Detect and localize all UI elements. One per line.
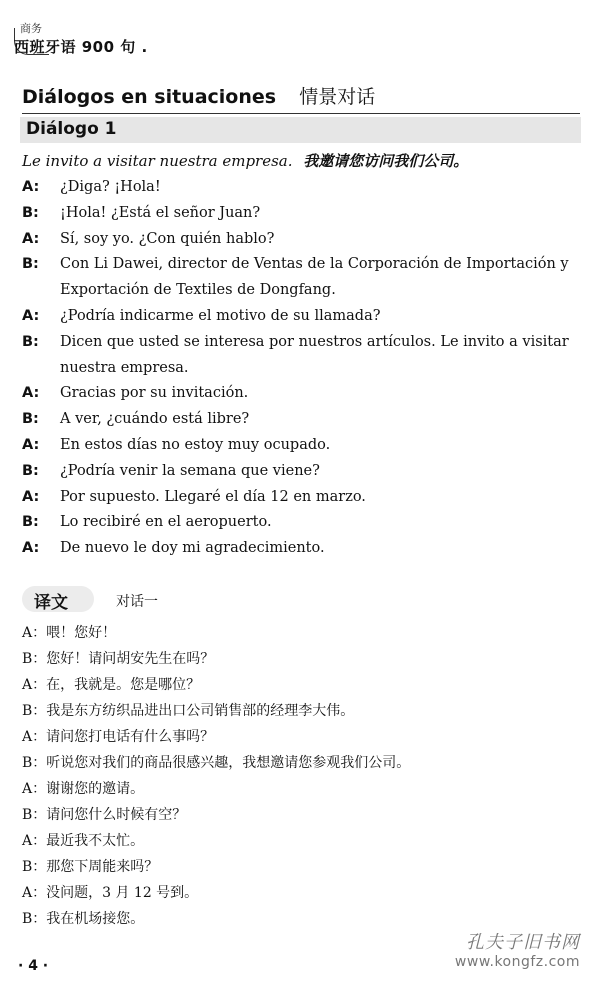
dialog-line xyxy=(22,536,582,562)
translation-line: B：您好！请问胡安先生在吗？ xyxy=(22,651,215,667)
page-number: · 4 · xyxy=(18,958,49,974)
dialog-line xyxy=(22,330,582,382)
translation-line: A：在，我就是。您是哪位？ xyxy=(22,677,201,693)
speaker-label: A: xyxy=(22,307,40,324)
speaker-label: B: xyxy=(22,256,39,273)
dialog-subtitle-es: Le invito a visitar nuestra empresa. xyxy=(22,152,293,170)
dialog-line xyxy=(22,510,582,536)
dialog-text: Dicen que usted se interesa por nuestros artículos. Le invito a visitar nuestra empresa. xyxy=(60,333,569,376)
dialog-text: ¿Podría indicarme el motivo de su llamada? xyxy=(60,307,381,324)
translation-line: A：谢谢您的邀请。 xyxy=(22,781,145,797)
watermark-url: www.kongfz.com xyxy=(454,954,580,970)
dialog-subtitle-zh: 我邀请您访问我们公司。 xyxy=(303,152,469,170)
dialog-line xyxy=(22,227,582,253)
speaker-label: A: xyxy=(22,436,40,453)
watermark xyxy=(455,928,580,970)
dialog-text: Con Li Dawei, director de Ventas de la Corporación de Importación y Exportación de Textiles de Dongfang. xyxy=(60,256,569,299)
speaker-label: B: xyxy=(22,333,39,350)
dialog-label-bar xyxy=(20,117,581,143)
dialog-line xyxy=(22,201,582,227)
speaker-label: A: xyxy=(22,179,40,195)
dialog-text: ¿Diga? ¡Hola! xyxy=(60,179,161,195)
watermark-cn: 孔夫子旧书网 xyxy=(466,932,580,953)
dialog-text: En estos días no estoy muy ocupado. xyxy=(60,436,331,453)
header-brand: 商务 xyxy=(20,22,42,35)
translation-line: B：那您下周能来吗？ xyxy=(22,859,159,875)
speaker-label: A: xyxy=(22,230,40,247)
speaker-label: A: xyxy=(22,540,40,557)
dialog-line xyxy=(22,407,582,433)
dialog-label: Diálogo 1 xyxy=(26,119,117,139)
dialog-line xyxy=(22,433,582,459)
speaker-label: B: xyxy=(22,462,39,479)
book-header xyxy=(14,22,294,56)
dialog-text: A ver, ¿cuándo está libre? xyxy=(60,411,250,428)
translation-heading xyxy=(22,586,322,614)
translation-subtitle: 对话一 xyxy=(116,594,158,610)
section-title-es: Diálogos en situaciones xyxy=(22,86,277,108)
dialog-text: Lo recibiré en el aeropuerto. xyxy=(60,514,272,531)
dialog-line xyxy=(22,381,582,407)
dialog-line xyxy=(22,459,582,485)
speaker-label: B: xyxy=(22,411,39,428)
dialog-subtitle xyxy=(22,150,580,171)
speaker-label: A: xyxy=(22,488,40,505)
dialog-text: ¡Hola! ¿Está el señor Juan? xyxy=(60,204,261,221)
dialog-text: Sí, soy yo. ¿Con quién hablo? xyxy=(60,230,275,247)
dialog-line xyxy=(22,485,582,511)
translation-badge xyxy=(22,586,94,612)
dialog-line xyxy=(22,304,582,330)
speaker-label: A: xyxy=(22,385,40,402)
translation-line: A：喂！您好！ xyxy=(22,625,117,641)
translation-line: B：我在机场接您。 xyxy=(22,911,145,927)
translation-line: A：请问您打电话有什么事吗？ xyxy=(22,729,215,745)
translation-line: A：没问题，3 月 12 号到。 xyxy=(22,885,199,901)
speaker-label: B: xyxy=(22,204,39,221)
section-title xyxy=(22,82,580,114)
section-title-zh: 情景对话 xyxy=(299,86,376,108)
translation-line: B：请问您什么时候有空？ xyxy=(22,807,187,823)
dialog-text: Gracias por su invitación. xyxy=(60,385,249,402)
dialog-line xyxy=(22,252,582,304)
dialog-text: Por supuesto. Llegaré el día 12 en marzo. xyxy=(60,488,366,505)
translation-line: B：我是东方纺织品进出口公司销售部的经理李大伟。 xyxy=(22,703,355,719)
dialog-line xyxy=(22,175,582,201)
header-title: 西班牙语 900 句 . xyxy=(14,38,148,56)
speaker-label: B: xyxy=(22,514,39,531)
translation-lines xyxy=(22,620,582,932)
translation-line: B：听说您对我们的商品很感兴趣，我想邀请您参观我们公司。 xyxy=(22,755,411,771)
dialog-text: ¿Podría venir la semana que viene? xyxy=(60,462,320,479)
dialog-text: De nuevo le doy mi agradecimiento. xyxy=(60,540,325,557)
translation-line: A：最近我不太忙。 xyxy=(22,833,145,849)
translation-badge-label: 译文 xyxy=(34,593,68,613)
dialog-lines xyxy=(22,175,582,562)
